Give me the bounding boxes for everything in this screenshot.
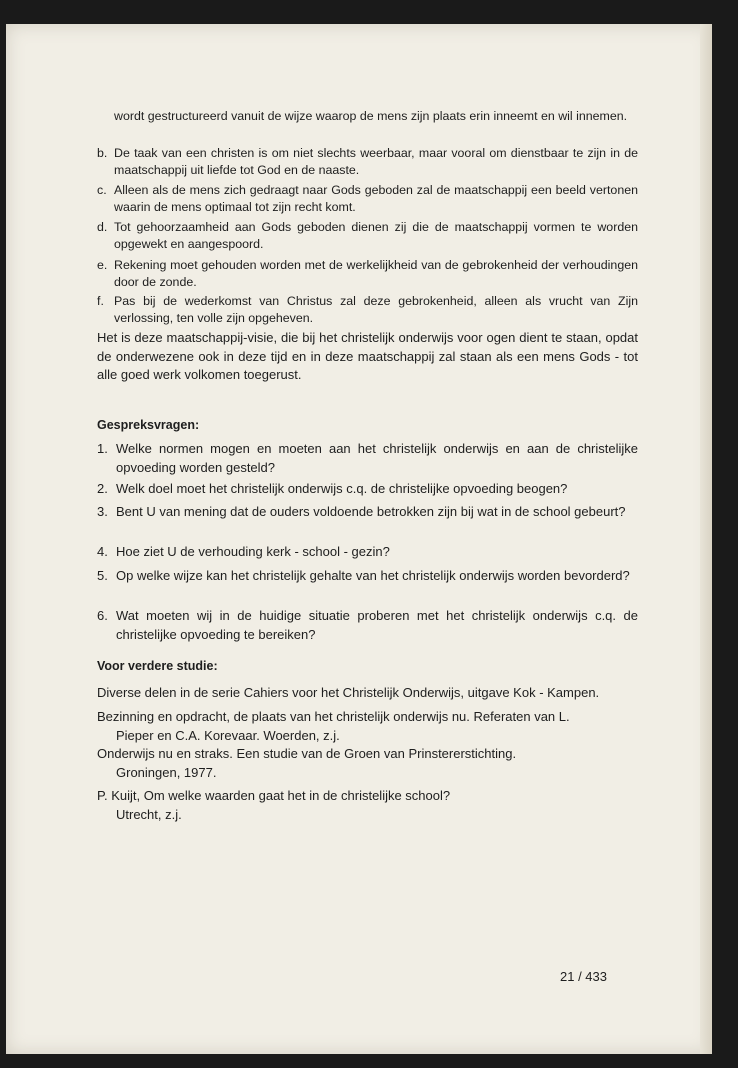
- list-item: e. Rekening moet gehouden worden met de werkelijkheid van de gebrokenheid der verhoudingen door de zonde.: [97, 258, 638, 289]
- study-heading: Voor verdere studie:: [97, 659, 218, 673]
- summary-paragraph: Het is deze maatschappij-visie, die bij het christelijk onderwijs voor ogen dient te staan, opdat de onderwezene ook in deze tijd en in deze maatschappij zal staan als een mens Gods - tot alle goed werk volkomen toegerust.: [97, 330, 638, 382]
- reference-entry: Onderwijs nu en straks. Een studie van de Groen van Prinstererstichting. Groningen, 1977.: [97, 746, 517, 780]
- questions-heading: Gespreksvragen:: [97, 418, 200, 432]
- list-item: wordt gestructureerd vanuit de wijze waarop de mens zijn plaats erin inneemt en wil innemen.: [114, 109, 628, 123]
- question-item: 2. Welk doel moet het christelijk onderwijs c.q. de christelijke opvoeding beogen?: [97, 481, 568, 496]
- question-item: 1. Welke normen mogen en moeten aan het christelijk onderwijs en aan de christelijke opvoeding worden gesteld?: [97, 441, 638, 475]
- reference-entry: P. Kuijt, Om welke waarden gaat het in de christelijke school? Utrecht, z.j.: [97, 788, 451, 822]
- list-item: b. De taak van een christen is om niet slechts weerbaar, maar vooral om dienstbaar te zijn in de maatschappij uit liefde tot God en de naaste.: [97, 146, 638, 177]
- question-item: 3. Bent U van mening dat de ouders voldoende betrokken zijn bij wat in de school gebeurt?: [97, 504, 626, 519]
- list-item: f. Pas bij de wederkomst van Christus zal deze gebrokenheid, alleen als vrucht van Zijn verlossing, ten volle zijn opgeheven.: [97, 294, 638, 325]
- page-number: 21 / 433: [560, 969, 607, 984]
- reference-entry: Diverse delen in de serie Cahiers voor het Christelijk Onderwijs, uitgave Kok - Kampen.: [97, 685, 600, 700]
- question-item: 6. Wat moeten wij in de huidige situatie proberen met het christelijk onderwijs c.q. de christelijke opvoeding te bereiken?: [97, 608, 638, 642]
- list-item: d. Tot gehoorzaamheid aan Gods geboden dienen zij die de maatschappij vormen te worden opgewekt en aangespoord.: [97, 220, 638, 251]
- question-item: 4. Hoe ziet U de verhouding kerk - school - gezin?: [97, 544, 390, 559]
- question-item: 5. Op welke wijze kan het christelijk gehalte van het christelijk onderwijs worden bevorderd?: [97, 568, 630, 583]
- list-item: c. Alleen als de mens zich gedraagt naar Gods geboden zal de maatschappij een beeld vertonen waarin de mens optimaal tot zijn recht komt.: [97, 183, 638, 214]
- reference-entry: Bezinning en opdracht, de plaats van het christelijk onderwijs nu. Referaten van L. Pieper en C.A. Korevaar. Woerden, z.j.: [97, 709, 570, 743]
